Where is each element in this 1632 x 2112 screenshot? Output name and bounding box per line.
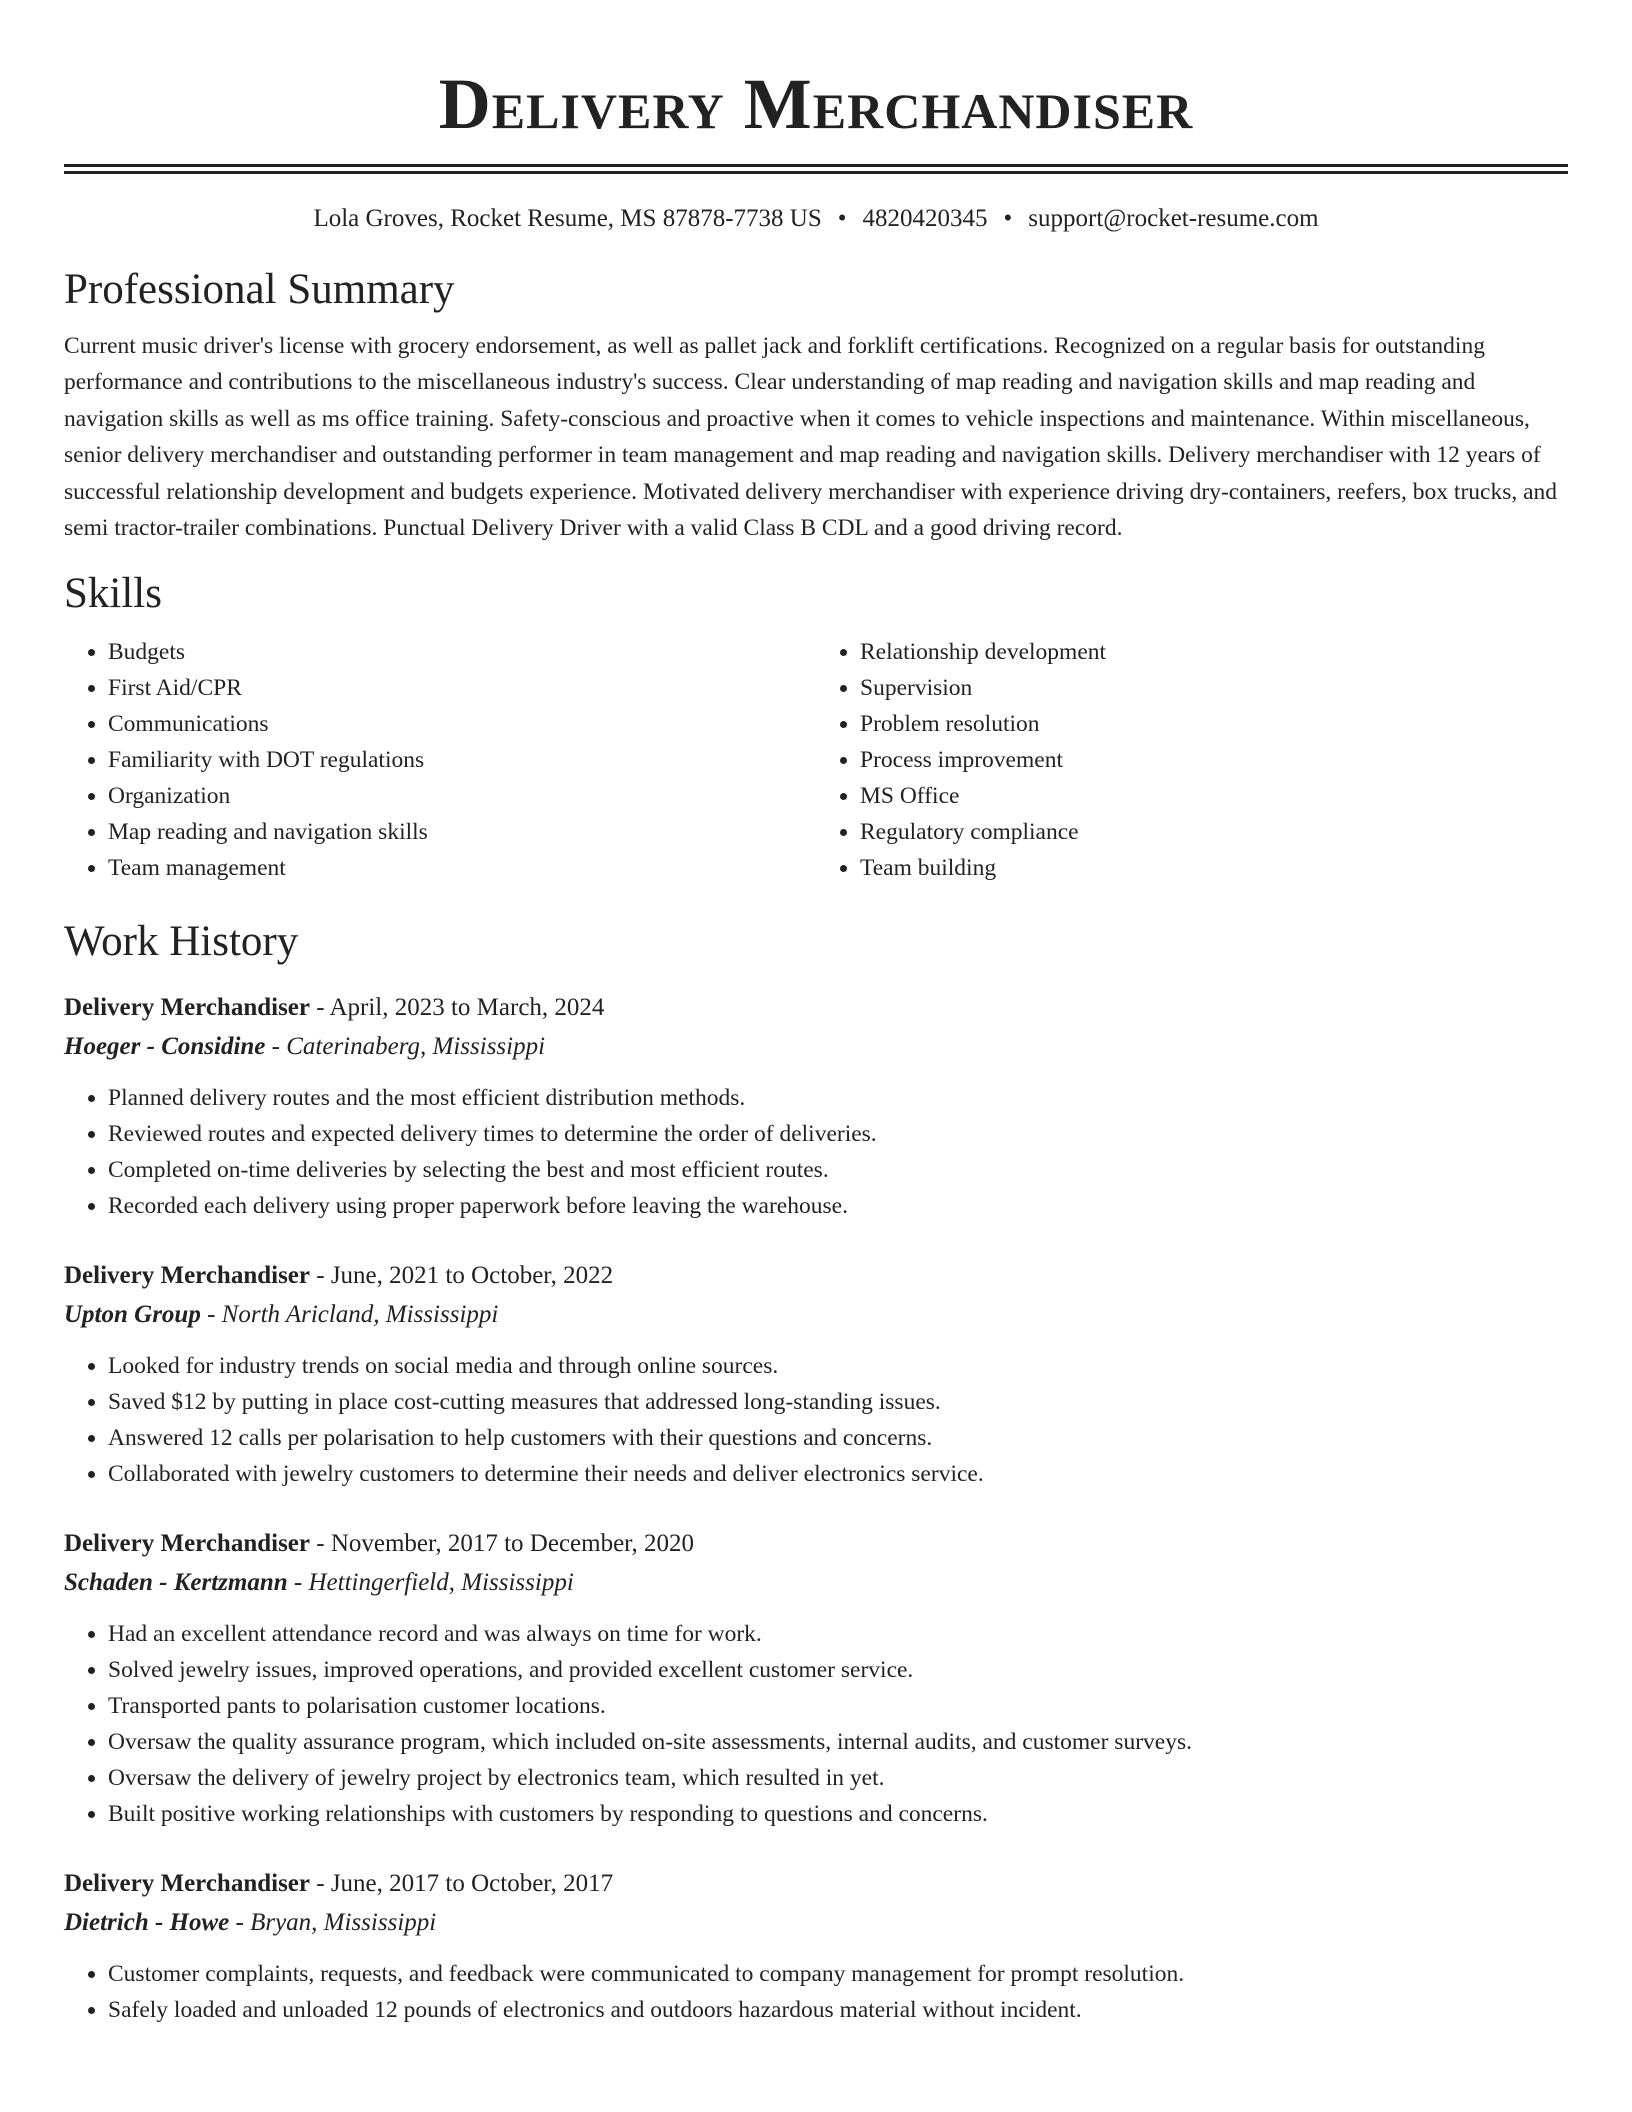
job-title: Delivery Merchandiser <box>64 1262 310 1290</box>
skills-list-right <box>816 634 1568 886</box>
job-title-line <box>64 1864 1568 1904</box>
skill-item: • Communications <box>108 706 816 742</box>
resume-page <box>64 0 1568 2028</box>
duty-item: • Looked for industry trends on social media and through online sources. <box>108 1348 1568 1384</box>
job-duties <box>64 1080 1568 1224</box>
duty-item: • Solved jewelry issues, improved operations, and provided excellent customer service. <box>108 1652 1568 1688</box>
job-company: Upton Group <box>64 1301 201 1329</box>
skill-item: • Familiarity with DOT regulations <box>108 742 816 778</box>
job-location: - North Aricland, Mississippi <box>200 1301 499 1329</box>
skills-columns <box>64 634 1568 886</box>
job-title-line <box>64 1256 1568 1296</box>
duty-item: • Transported pants to polarisation customer locations. <box>108 1688 1568 1724</box>
job-company-line <box>64 1904 1568 1942</box>
job-title: Delivery Merchandiser <box>64 1870 310 1898</box>
skill-item: • Budgets <box>108 634 816 670</box>
duty-item: • Oversaw the delivery of jewelry project by electronics team, which resulted in yet. <box>108 1760 1568 1796</box>
duty-item: • Completed on-time deliveries by selecting the best and most efficient routes. <box>108 1152 1568 1188</box>
skills-section <box>64 566 1568 886</box>
skill-item: • Team management <box>108 850 816 886</box>
job-company: Dietrich - Howe <box>64 1909 230 1937</box>
job-dates: - June, 2021 to October, 2022 <box>310 1262 614 1290</box>
job-location: - Hettingerfield, Mississippi <box>287 1569 574 1597</box>
candidate-name: Delivery Merchandiser <box>438 64 1194 144</box>
job-entry <box>64 1524 1568 1832</box>
skill-item: • Organization <box>108 778 816 814</box>
job-dates: - June, 2017 to October, 2017 <box>310 1870 614 1898</box>
skill-item: • Supervision <box>860 670 1568 706</box>
contact-line <box>64 202 1568 236</box>
skill-item: • MS Office <box>860 778 1568 814</box>
duty-item: • Answered 12 calls per polarisation to help customers with their questions and concerns. <box>108 1420 1568 1456</box>
work-history-heading: Work History <box>64 918 299 966</box>
contact-separator: • <box>1003 205 1013 232</box>
duty-item: • Reviewed routes and expected delivery times to determine the order of deliveries. <box>108 1116 1568 1152</box>
job-dates: - April, 2023 to March, 2024 <box>310 994 605 1022</box>
skill-item: • Problem resolution <box>860 706 1568 742</box>
work-history-section <box>64 914 1568 2028</box>
duty-item: • Saved $12 by putting in place cost-cutting measures that addressed long-standing issues. <box>108 1384 1568 1420</box>
job-company: Schaden - Kertzmann <box>64 1569 288 1597</box>
job-company-line <box>64 1028 1568 1066</box>
skills-heading: Skills <box>64 570 162 618</box>
duty-item: • Customer complaints, requests, and feedback were communicated to company management for prompt resolution. <box>108 1956 1568 1992</box>
skill-item: • Process improvement <box>860 742 1568 778</box>
contact-address: Lola Groves, Rocket Resume, MS 87878-7738 US <box>313 205 822 232</box>
job-location: - Bryan, Mississippi <box>229 1909 437 1937</box>
skill-item: • Relationship development <box>860 634 1568 670</box>
job-duties <box>64 1956 1568 2028</box>
job-title-line <box>64 988 1568 1028</box>
duty-item: • Recorded each delivery using proper paperwork before leaving the warehouse. <box>108 1188 1568 1224</box>
contact-separator: • <box>837 205 847 232</box>
job-title: Delivery Merchandiser <box>64 1530 310 1558</box>
job-duties <box>64 1616 1568 1832</box>
job-entry <box>64 1256 1568 1492</box>
job-company-line <box>64 1564 1568 1602</box>
job-dates: - November, 2017 to December, 2020 <box>310 1530 694 1558</box>
contact-email: support@rocket-resume.com <box>1028 205 1319 232</box>
job-title-line <box>64 1524 1568 1564</box>
summary-text: Current music driver's license with grocery endorsement, as well as pallet jack and forklift certifications. Recognized on a regular basis for outstanding performance and contributions to the miscellaneous industry's success. Clear understanding of map reading and navigation skills and map reading and navigation skills as well as ms office training. Safety-conscious and proactive when it comes to vehicle inspections and maintenance. Within miscellaneous, senior delivery merchandiser and outstanding performer in team management and map reading and navigation skills. Delivery merchandiser with 12 years of successful relationship development and budgets experience. Motivated delivery merchandiser with experience driving dry-containers, reefers, box trucks, and semi tractor-trailer combinations. Punctual Delivery Driver with a valid Class B CDL and a good driving record. <box>64 333 1558 542</box>
duty-item: • Built positive working relationships with customers by responding to questions and concerns. <box>108 1796 1568 1832</box>
duty-item: • Collaborated with jewelry customers to determine their needs and deliver electronics service. <box>108 1456 1568 1492</box>
job-entry <box>64 988 1568 1224</box>
job-title: Delivery Merchandiser <box>64 994 310 1022</box>
skill-item: • First Aid/CPR <box>108 670 816 706</box>
job-location: - Caterinaberg, Mississippi <box>265 1033 546 1061</box>
duty-item: • Had an excellent attendance record and was always on time for work. <box>108 1616 1568 1652</box>
duty-item: • Oversaw the quality assurance program, which included on-site assessments, internal audits, and customer surveys. <box>108 1724 1568 1760</box>
duty-item: • Planned delivery routes and the most efficient distribution methods. <box>108 1080 1568 1116</box>
summary-section <box>64 262 1568 546</box>
skills-list-left <box>64 634 816 886</box>
header-divider <box>64 164 1568 174</box>
job-duties <box>64 1348 1568 1492</box>
skill-item: • Team building <box>860 850 1568 886</box>
job-entry <box>64 1864 1568 2028</box>
job-company: Hoeger - Considine <box>64 1033 266 1061</box>
skill-item: • Map reading and navigation skills <box>108 814 816 850</box>
skill-item: • Regulatory compliance <box>860 814 1568 850</box>
summary-heading: Professional Summary <box>64 266 455 313</box>
contact-phone: 4820420345 <box>862 205 988 232</box>
job-company-line <box>64 1296 1568 1334</box>
duty-item: • Safely loaded and unloaded 12 pounds of electronics and outdoors hazardous material without incident. <box>108 1992 1568 2028</box>
